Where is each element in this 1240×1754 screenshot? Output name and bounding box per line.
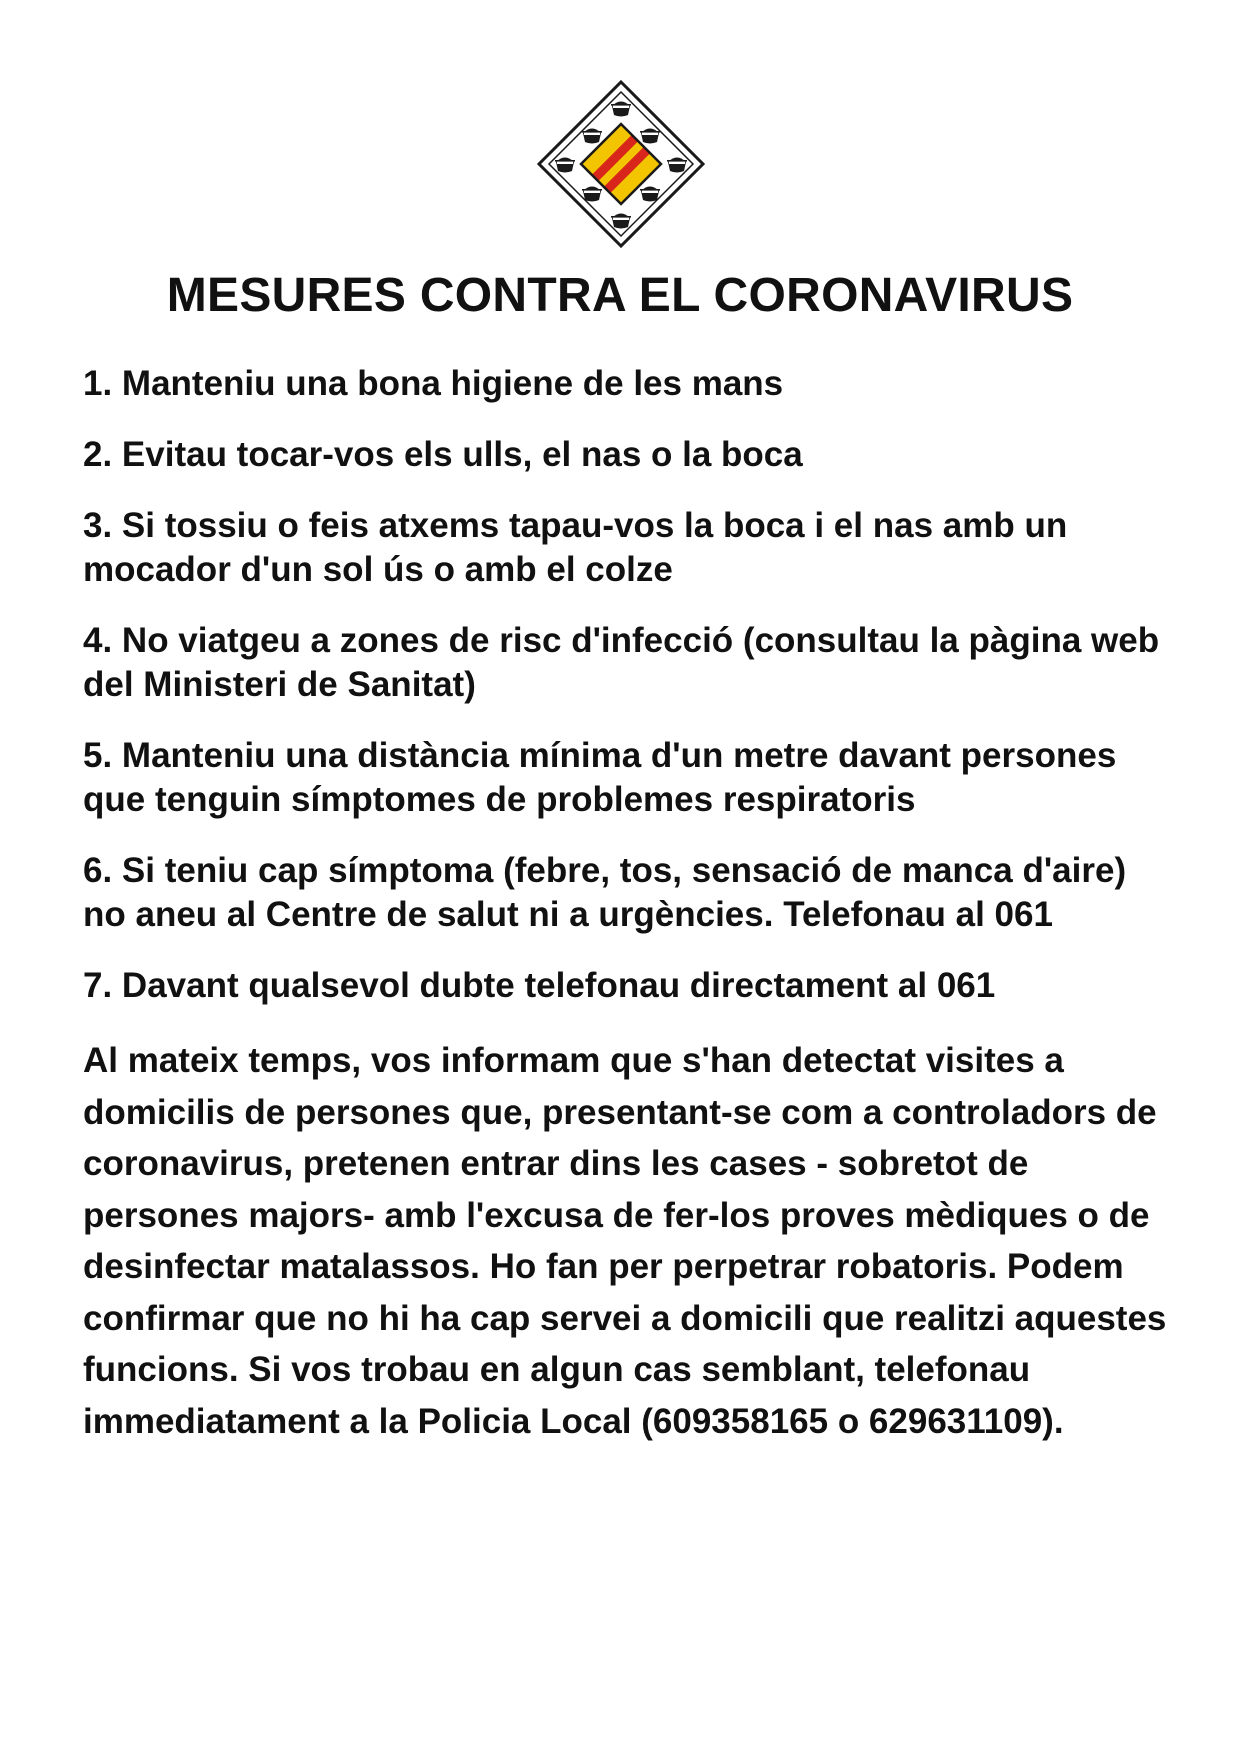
document-body — [83, 362, 1168, 1447]
measure-item-5: 5. Manteniu una distància mínima d'un metre davant persones que tenguin símptomes de problemes respiratoris — [83, 736, 1117, 819]
measure-item-6: 6. Si teniu cap símptoma (febre, tos, sensació de manca d'aire) no aneu al Centre de salut ni a urgències. Telefonau al 061 — [83, 851, 1127, 934]
coat-of-arms-logo — [535, 78, 707, 250]
page-title: MESURES CONTRA EL CORONAVIRUS — [166, 269, 1074, 322]
measure-item-4: 4. No viatgeu a zones de risc d'infecció (consultau la pàgina web del Ministeri de Sanitat) — [83, 621, 1160, 704]
measure-item-1: 1. Manteniu una bona higiene de les mans — [83, 364, 784, 403]
measures-list — [83, 362, 1168, 1008]
measure-item-2: 2. Evitau tocar-vos els ulls, el nas o la boca — [83, 435, 803, 474]
measure-item-7: 7. Davant qualsevol dubte telefonau directament al 061 — [83, 966, 996, 1005]
measure-item-3: 3. Si tossiu o feis atxems tapau-vos la boca i el nas amb un mocador d'un sol ús o amb el colze — [83, 506, 1068, 589]
fraud-warning-paragraph: Al mateix temps, vos informam que s'han detectat visites a domicilis de persones que, presentant-se com a controladors de coronavirus, pretenen entrar dins les cases - sobretot de persones majors- amb l'excusa de fer-los proves mèdiques o de desinfectar matalassos. Ho fan per perpetrar robatoris. Podem confirmar que no hi ha cap servei a domicili que realitzi aquestes funcions. Si vos trobau en algun cas semblant, telefonau immediatament a la Policia Local (609358165 o 629631109). — [83, 1041, 1167, 1441]
